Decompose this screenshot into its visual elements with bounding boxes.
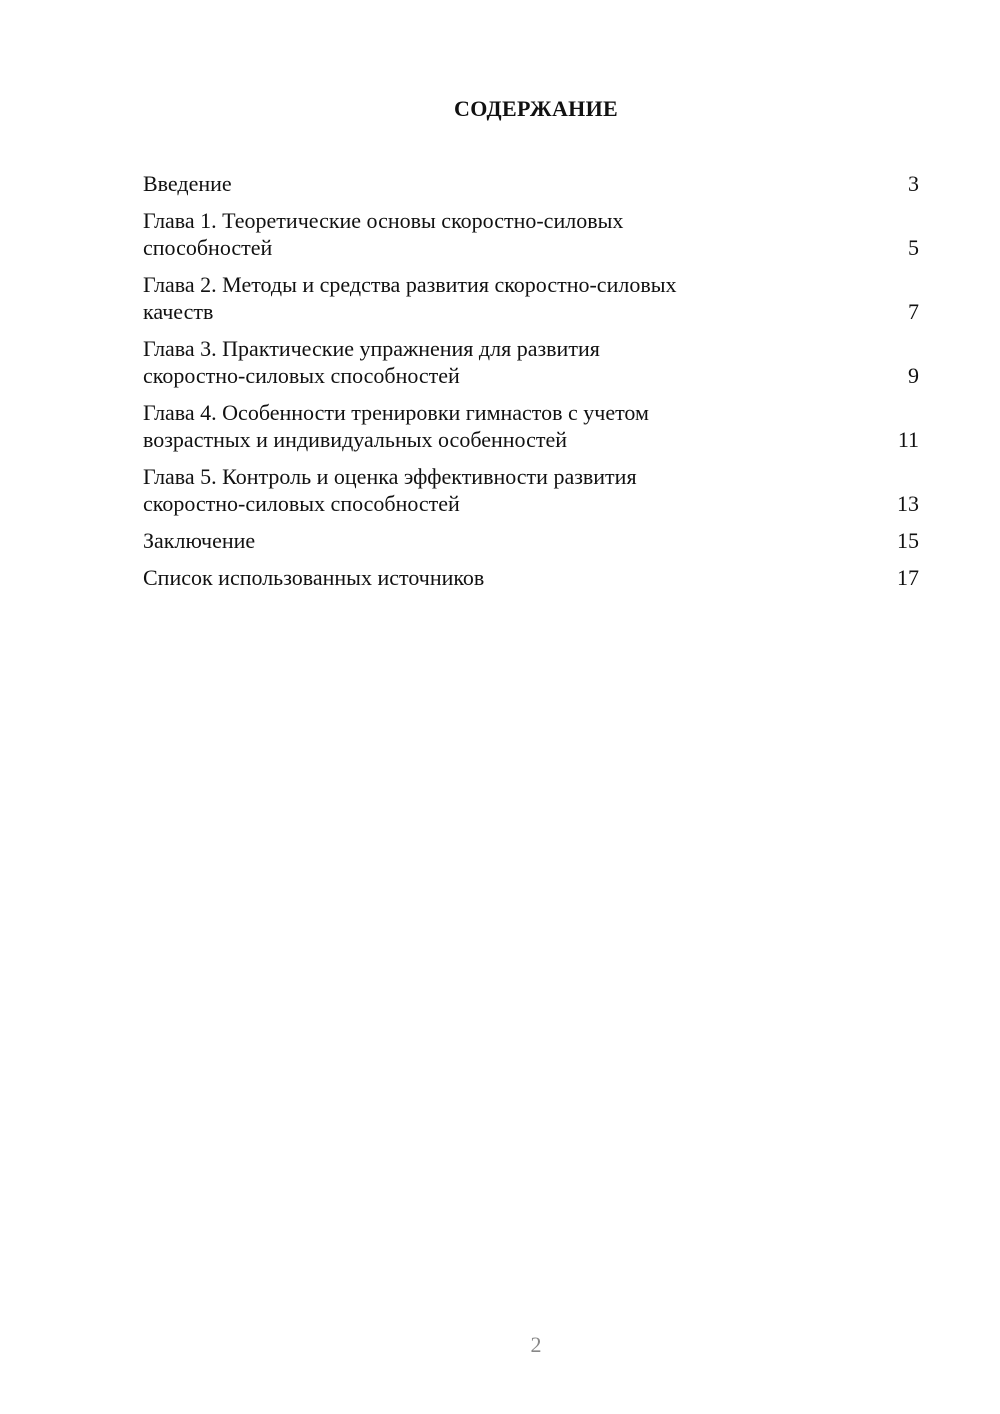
toc-entry-page: 9 [908,363,919,388]
toc-entry-text: Список использованных источников [143,565,485,590]
toc-entry-chapter-4 [143,399,919,453]
toc-entry-text: Заключение [143,528,256,553]
toc-entry-text: Введение [143,171,232,196]
toc-entry-chapter-2 [143,271,919,325]
toc-entry-page: 7 [908,299,919,324]
toc-entry-page: 17 [897,565,919,590]
toc-entry-page: 13 [897,491,919,516]
toc-entry-chapter-5 [143,463,919,517]
toc-entry-references [143,564,919,591]
table-of-contents [143,170,919,601]
toc-entry-chapter-1 [143,207,919,261]
toc-entry-page: 11 [897,427,919,452]
toc-entry-text: Глава 3. Практические упражнения для развития скоростно-силовых способностей [143,336,600,388]
toc-entry-conclusion [143,527,919,554]
toc-entry-text: Глава 2. Методы и средства развития скоростно-силовых качеств [143,272,677,324]
page-number: 2 [530,1332,542,1357]
toc-entry-introduction [143,170,919,197]
page-title: СОДЕРЖАНИЕ [454,96,618,121]
toc-entry-page: 3 [908,171,919,196]
toc-entry-text: Глава 5. Контроль и оценка эффективности развития скоростно-силовых способностей [143,464,637,516]
toc-entry-chapter-3 [143,335,919,389]
toc-entry-page: 15 [897,528,919,553]
toc-entry-page: 5 [908,235,919,260]
toc-entry-text: Глава 1. Теоретические основы скоростно-силовых способностей [143,208,624,260]
toc-entry-text: Глава 4. Особенности тренировки гимнастов с учетом возрастных и индивидуальных особенностей [143,400,649,452]
